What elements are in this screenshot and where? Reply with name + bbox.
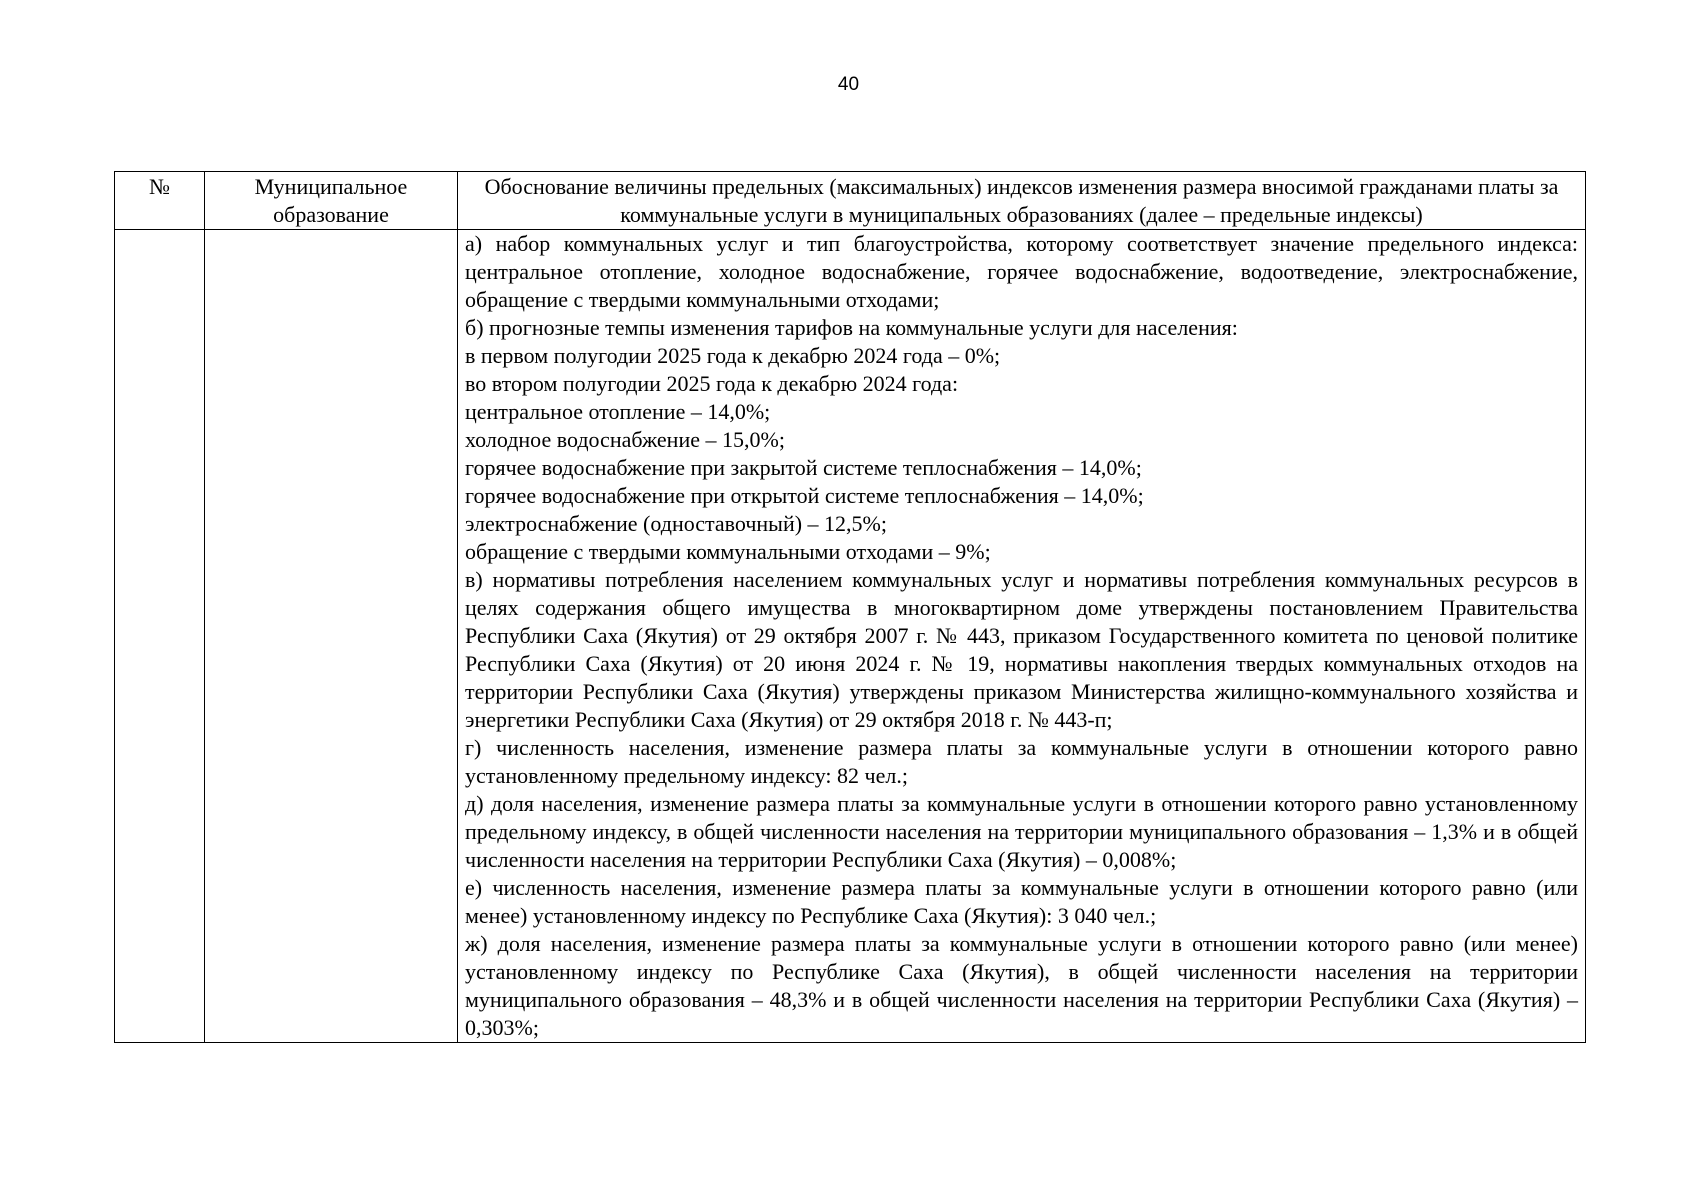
paragraph-a: а) набор коммунальных услуг и тип благоустройства, которому соответствует значение предельного индекса: центральное отопление, холодное водоснабжение, горячее водоснабжение, водоотведение, электроснабжение, обращение с твердыми коммунальными отходами; [465, 231, 1578, 312]
paragraph-b: б) прогнозные темпы изменения тарифов на коммунальные услуги для населения: [465, 315, 1238, 340]
paragraph-heating: центральное отопление – 14,0%; [465, 399, 771, 424]
header-number: № [115, 172, 205, 230]
cell-justification [458, 230, 1586, 1043]
paragraph-b-first-half: в первом полугодии 2025 года к декабрю 2024 года – 0%; [465, 343, 1001, 368]
header-municipality: Муниципальное образование [205, 172, 458, 230]
justification-table [114, 171, 1586, 1043]
paragraph-electricity: электроснабжение (одноставочный) – 12,5%; [465, 511, 887, 536]
paragraph-hot-water-closed: горячее водоснабжение при закрытой системе теплоснабжения – 14,0%; [465, 455, 1142, 480]
paragraph-zh: ж) доля населения, изменение размера платы за коммунальные услуги в отношении которого равно (или менее) установленному индексу по Республике Саха (Якутия), в общей численности населения на территории муниципального образования – 48,3% и в общей численности населения на территории Республики Саха (Якутия) – 0,303%; [465, 931, 1578, 1040]
page-number: 40 [837, 74, 860, 95]
cell-number [115, 230, 205, 1043]
header-justification: Обоснование величины предельных (максимальных) индексов изменения размера вносимой гражданами платы за коммунальные услуги в муниципальных образованиях (далее – предельные индексы) [458, 172, 1586, 230]
table-row [115, 230, 1586, 1043]
table-header-row [115, 172, 1586, 230]
paragraph-b-second-half: во втором полугодии 2025 года к декабрю 2024 года: [465, 371, 959, 396]
paragraph-g: г) численность населения, изменение размера платы за коммунальные услуги в отношении которого равно установленному предельному индексу: 82 чел.; [465, 735, 1578, 788]
paragraph-cold-water: холодное водоснабжение – 15,0%; [465, 427, 785, 452]
paragraph-hot-water-open: горячее водоснабжение при открытой системе теплоснабжения – 14,0%; [465, 483, 1144, 508]
paragraph-d: д) доля населения, изменение размера платы за коммунальные услуги в отношении которого равно установленному предельному индексу, в общей численности населения на территории муниципального образования – 1,3% и в общей численности населения на территории Республики Саха (Якутия) – 0,008%; [465, 791, 1578, 872]
paragraph-waste: обращение с твердыми коммунальными отходами – 9%; [465, 539, 991, 564]
paragraph-v: в) нормативы потребления населением коммунальных услуг и нормативы потребления коммунальных ресурсов в целях содержания общего имущества в многоквартирном доме утверждены постановлением Правительства Республики Саха (Якутия) от 29 октября 2007 г. № 443, приказом Государственного комитета по ценовой политике Республики Саха (Якутия) от 20 июня 2024 г. № 19, нормативы накопления твердых коммунальных отходов на территории Республики Саха (Якутия) утверждены приказом Министерства жилищно-коммунального хозяйства и энергетики Республики Саха (Якутия) от 29 октября 2018 г. № 443-п; [465, 567, 1578, 732]
paragraph-e: е) численность населения, изменение размера платы за коммунальные услуги в отношении которого равно (или менее) установленному индексу по Республике Саха (Якутия): 3 040 чел.; [465, 875, 1578, 928]
cell-municipality [205, 230, 458, 1043]
